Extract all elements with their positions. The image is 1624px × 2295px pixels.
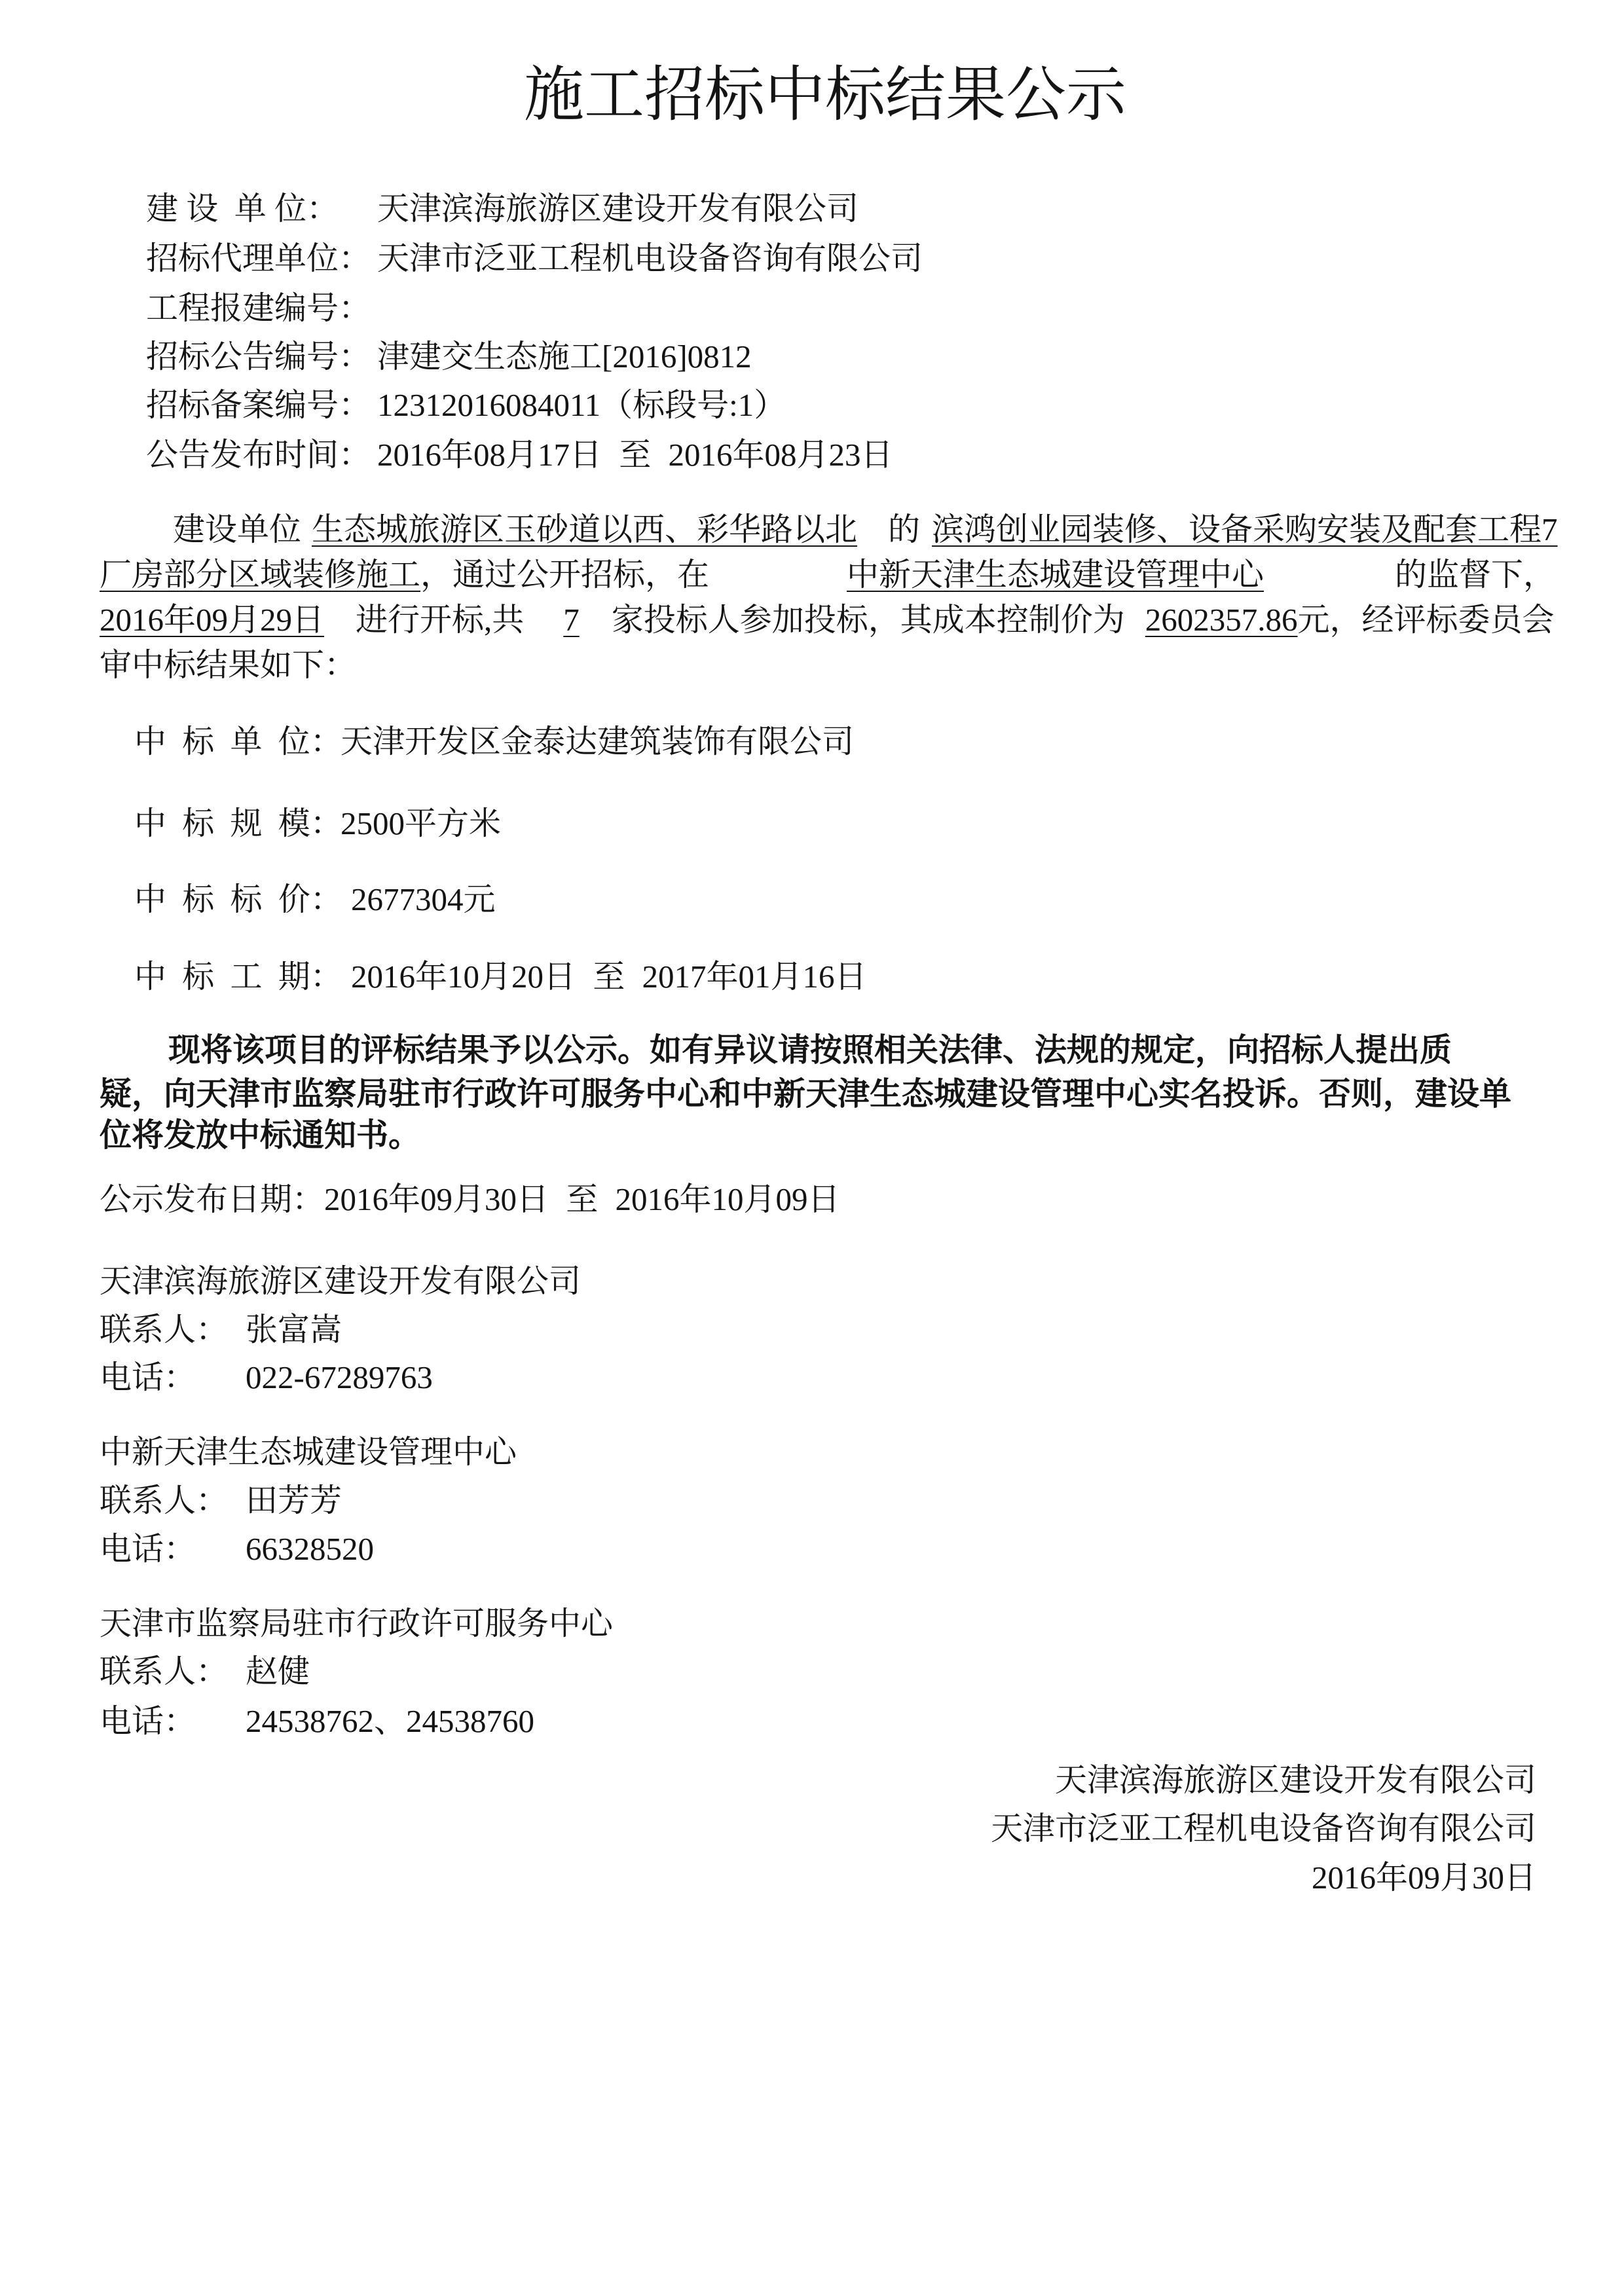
notice-text: 疑，向天津市监察局驻市行政许可服务中心和中新天津生态城建设管理中心实名投诉。否则，建设单 [100, 1076, 1512, 1112]
result-value: 天津开发区金泰达建筑装饰有限公司 [341, 724, 855, 760]
contact-org-name: 天津滨海旅游区建设开发有限公司 [100, 1263, 581, 1299]
info-row-builder [146, 188, 1554, 230]
info-label: 招标公告编号： [146, 339, 371, 375]
notice-line-3 [100, 1114, 1586, 1156]
result-scale [134, 803, 1542, 845]
result-value: 2500平方米 [341, 805, 502, 841]
info-row-filing-no [146, 384, 1554, 426]
result-bid-price [134, 879, 1542, 921]
info-row-agency [146, 238, 1554, 280]
info-label: 招标备案编号： [146, 387, 371, 423]
intro-lead-text: 建设单位 [173, 511, 302, 547]
intro-text: ，通过公开招标，在 [420, 557, 710, 593]
contact-phone-label: 电话： [100, 1359, 196, 1395]
intro-line-3 [100, 599, 1585, 641]
supervising-agency: 中新天津生态城建设管理中心 [847, 557, 1264, 593]
control-price: 2602357.86 [1145, 602, 1298, 638]
contact-org-name: 中新天津生态城建设管理中心 [100, 1434, 517, 1470]
contact-person-label: 联系人： [100, 1312, 229, 1348]
intro-line-4 [100, 644, 1585, 686]
result-value: 2677304元 [351, 881, 496, 917]
intro-of-text: 的 [888, 511, 921, 547]
result-value: 2016年10月20日 至 2017年01月16日 [351, 959, 867, 995]
info-row-publish-period [146, 434, 1554, 476]
signature-date: 2016年09月30日 [1311, 1860, 1536, 1896]
contact-phone-row [100, 1357, 1147, 1399]
info-value: 津建交生态施工[2016]0812 [377, 339, 752, 375]
contact-phone-number: 24538762、24538760 [246, 1703, 535, 1739]
intro-text: 家投标人参加投标，其成本控制价为 [611, 602, 1125, 638]
contact-phone-row [100, 1700, 1147, 1742]
contact-person-label: 联系人： [100, 1482, 229, 1518]
contact-person-name: 赵健 [246, 1653, 310, 1689]
contact-org [100, 1431, 1147, 1473]
intro-text: 进行开标,共 [356, 602, 525, 638]
bidder-count: 7 [563, 602, 580, 638]
info-value: 天津市泛亚工程机电设备咨询有限公司 [377, 240, 923, 276]
result-label: 中 标 工 期： [134, 959, 342, 995]
contact-person-name: 张富嵩 [246, 1312, 342, 1348]
project-location: 生态城旅游区玉砂道以西、彩华路以北 [312, 511, 858, 547]
contact-person-name: 田芳芳 [246, 1482, 342, 1518]
contact-person-row [100, 1480, 1147, 1522]
signature-org-2: 天津市泛亚工程机电设备咨询有限公司 [990, 1810, 1536, 1846]
info-value: 天津滨海旅游区建设开发有限公司 [377, 191, 859, 227]
intro-text: 元，经评标委员会 [1297, 602, 1555, 638]
notice-text: 位将发放中标通知书。 [100, 1117, 421, 1153]
publication-label: 公示发布日期： [100, 1181, 325, 1217]
contact-org [100, 1603, 1147, 1645]
result-duration [134, 956, 1542, 998]
contact-phone-row [100, 1528, 1147, 1570]
contact-phone-number: 66328520 [246, 1531, 374, 1567]
result-label: 中 标 标 价： [134, 881, 342, 917]
contact-org-name: 天津市监察局驻市行政许可服务中心 [100, 1606, 614, 1642]
document-title: 施工招标中标结果公示 [523, 62, 1126, 128]
info-label: 建 设 单 位： [146, 191, 339, 227]
signature-org-1: 天津滨海旅游区建设开发有限公司 [1054, 1762, 1536, 1798]
info-value: 12312016084011（标段号:1） [377, 387, 786, 423]
contact-phone-label: 电话： [100, 1703, 196, 1739]
info-label: 招标代理单位： [146, 240, 371, 276]
intro-line-1 [173, 509, 1585, 551]
notice-text: 现将该项目的评标结果予以公示。如有异议请按照相关法律、法规的规定，向招标人提出质 [168, 1032, 1452, 1068]
notice-line-2 [100, 1073, 1586, 1115]
result-label: 中 标 规 模： [134, 805, 342, 841]
contact-org [100, 1260, 1147, 1302]
info-label: 工程报建编号： [146, 290, 371, 326]
result-winning-bidder [134, 721, 1542, 763]
intro-line-2 [100, 554, 1585, 596]
info-label: 公告发布时间： [146, 437, 371, 473]
contact-person-label: 联系人： [100, 1653, 229, 1689]
info-value: 2016年08月17日 至 2016年08月23日 [377, 437, 893, 473]
contact-phone-number: 022-67289763 [246, 1359, 433, 1395]
publication-value: 2016年09月30日 至 2016年10月09日 [324, 1181, 840, 1217]
bid-opening-date: 2016年09月29日 [100, 602, 325, 638]
project-name-part-1: 滨鸿创业园装修、设备采购安装及配套工程7 [932, 511, 1558, 547]
contact-person-row [100, 1309, 1147, 1351]
contact-person-row [100, 1651, 1147, 1693]
info-row-announcement-no [146, 336, 1554, 378]
publication-period [100, 1179, 1409, 1221]
info-row-registration-no [146, 287, 1554, 329]
intro-text: 的监督下， [1395, 557, 1556, 593]
notice-line-1 [168, 1029, 1596, 1071]
contact-phone-label: 电话： [100, 1531, 196, 1567]
result-label: 中 标 单 位： [134, 724, 342, 760]
intro-text: 审中标结果如下： [100, 647, 357, 683]
project-name-part-2: 厂房部分区域装修施工 [100, 557, 421, 593]
